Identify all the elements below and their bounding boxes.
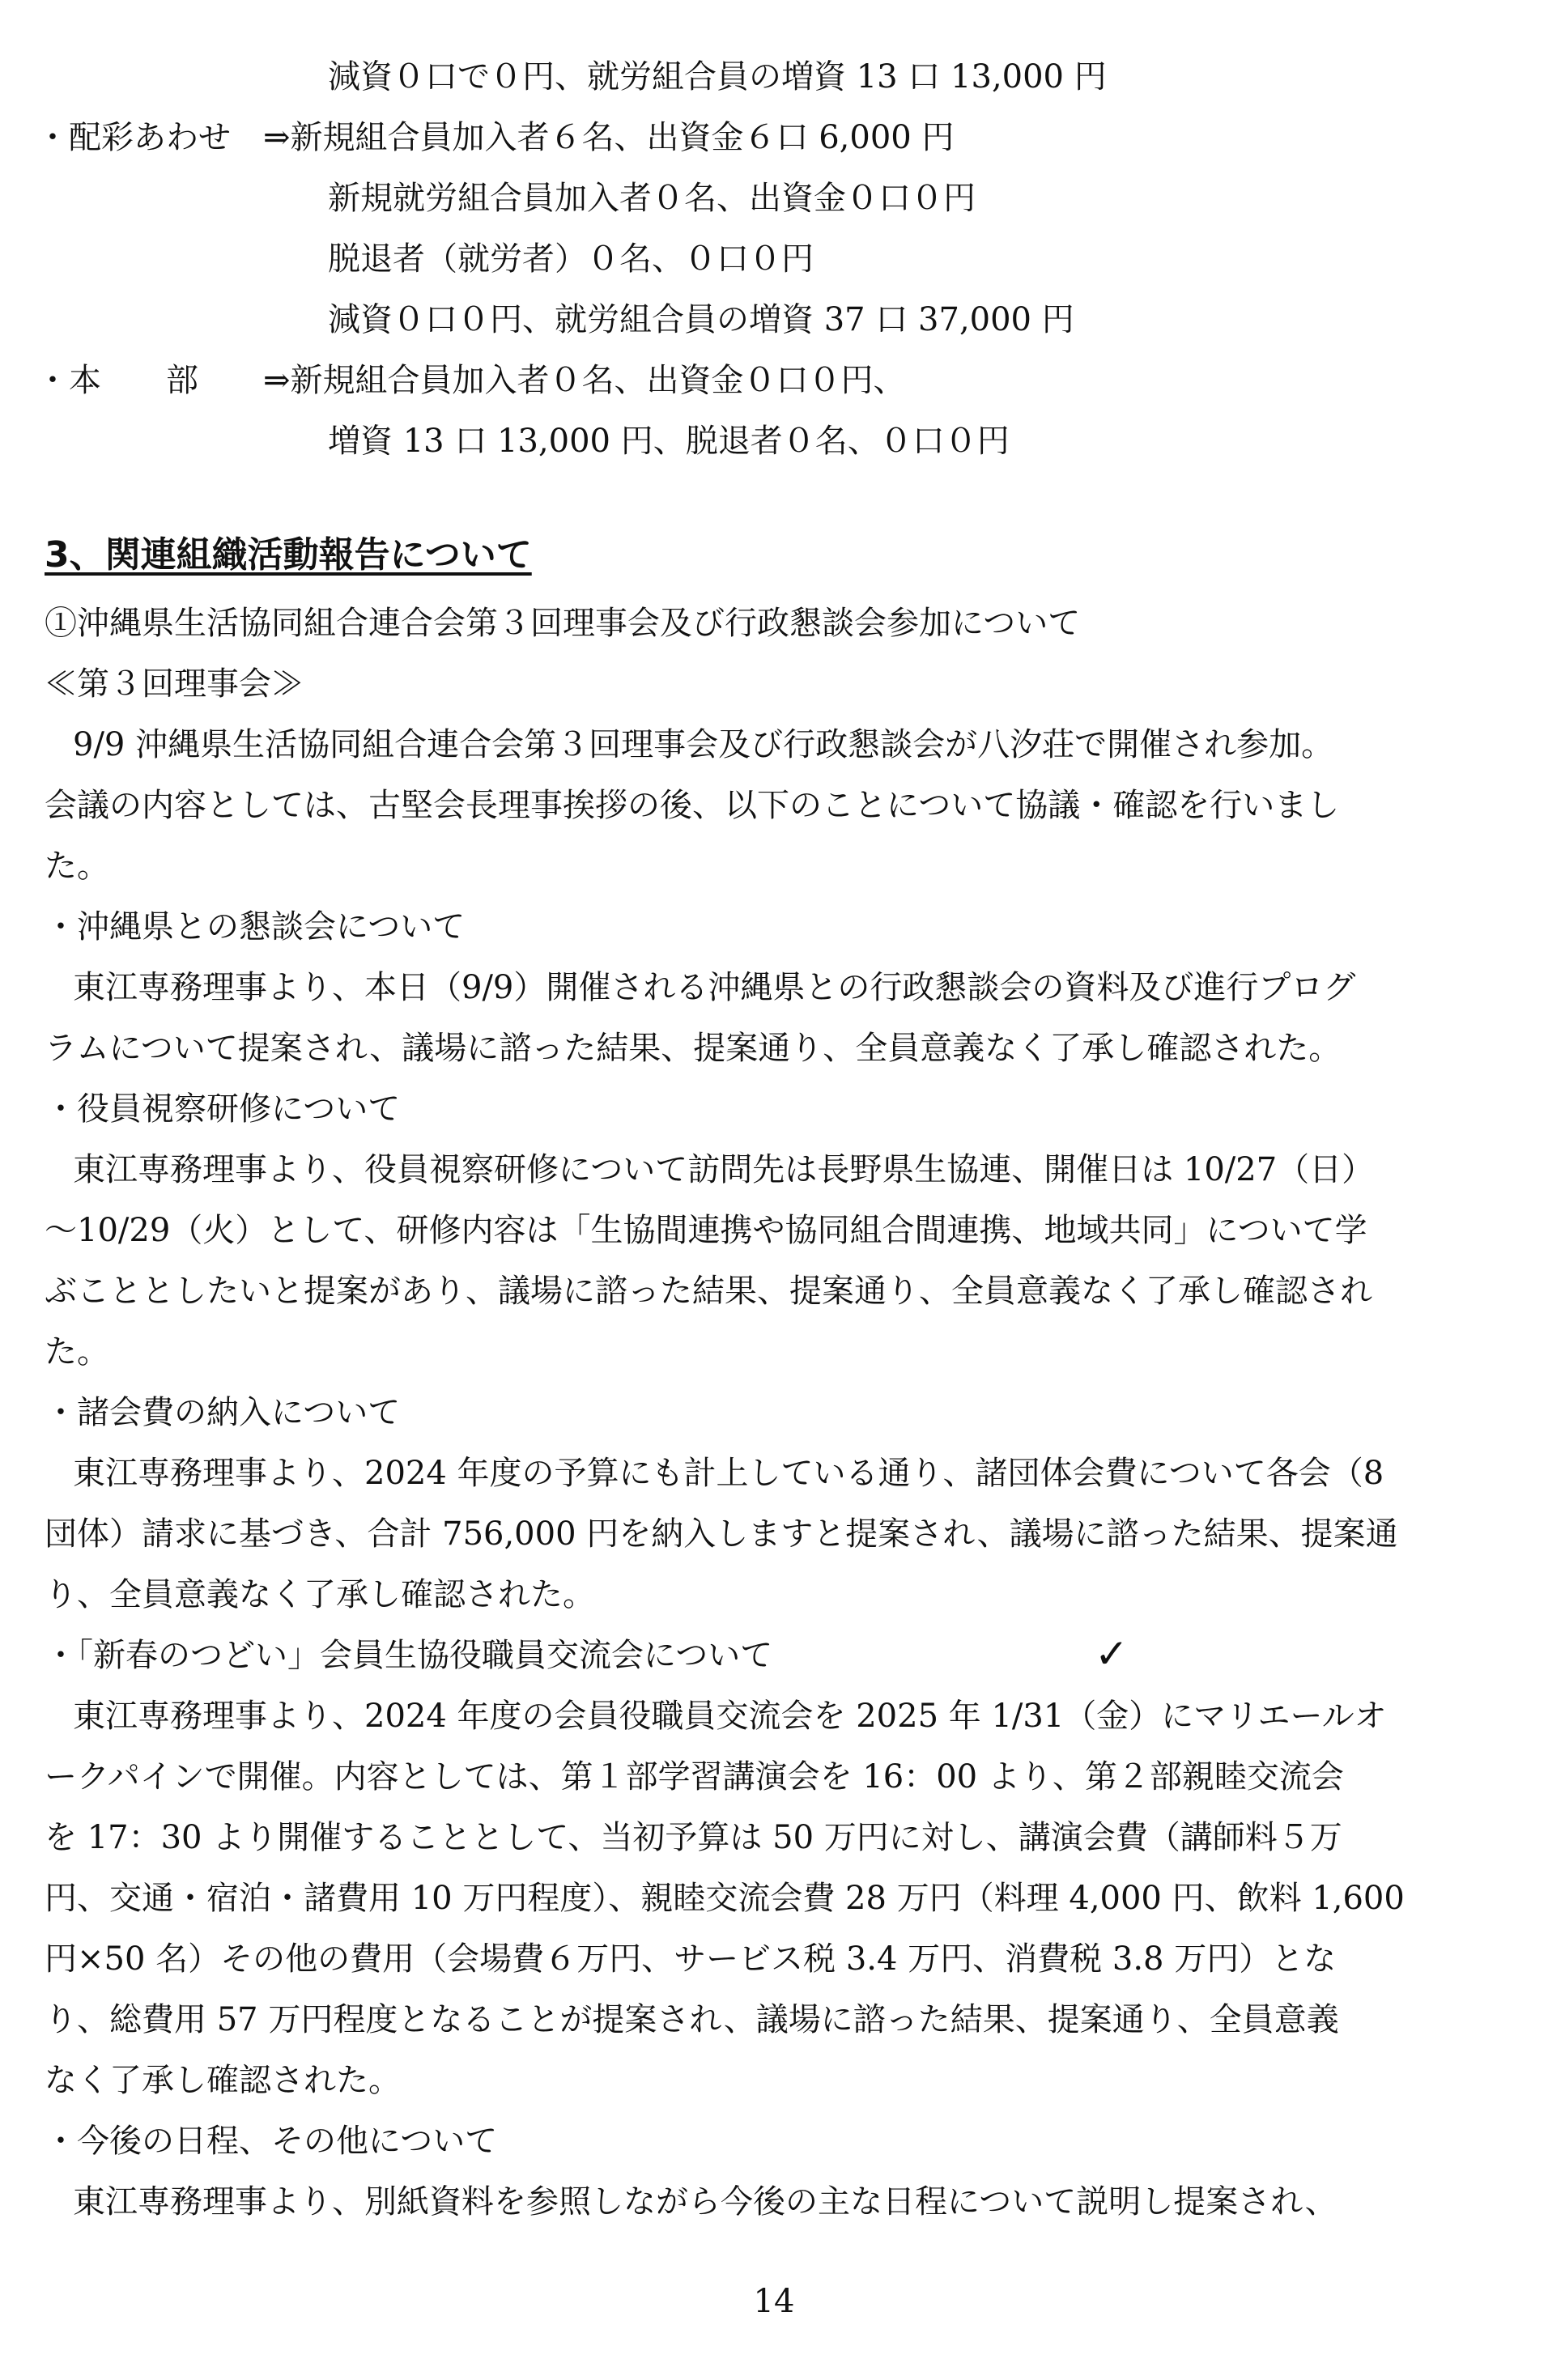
page-number: 14 (753, 2283, 795, 2320)
paragraph-line: 東江専務理事より、役員視察研修について訪問先は長野県生協連、開催日は 10/27（日） (73, 1151, 1375, 1188)
paragraph-line: 9/9 沖縄県生活協同組合連合会第３回理事会及び行政懇談会が八汐荘で開催され参加。 (73, 726, 1334, 763)
paragraph-line: 会議の内容としては、古堅会長理事挨拶の後、以下のことについて協議・確認を行いまし (45, 787, 1340, 824)
checkmark-icon: ✓ (1095, 1630, 1129, 1677)
paragraph-line: ～10/29（火）として、研修内容は「生協間連携や協同組合間連携、地域共同」について学 (45, 1212, 1367, 1249)
membership-line-5: 減資０口０円、就労組合員の増資 37 口 37,000 円 (328, 301, 1074, 338)
paragraph-line: 東江専務理事より、2024 年度の会員役職員交流会を 2025 年 1/31（金）にマリエールオ (73, 1698, 1387, 1735)
membership-line-1: 減資０口で０円、就労組合員の増資 13 口 13,000 円 (328, 58, 1107, 96)
paragraph-line: 円、交通・宿泊・諸費用 10 万円程度）、親睦交流会費 28 万円（料理 4,000 円、飲料 1,600 (45, 1880, 1405, 1917)
membership-line-6: ・本 部 ⇒新規組合員加入者０名、出資金０口０円、 (36, 362, 906, 399)
paragraph-line: 団体）請求に基づき、合計 756,000 円を納入しますと提案され、議場に諮った結果、提案通 (45, 1515, 1398, 1553)
paragraph-line: 東江専務理事より、本日（9/9）開催される沖縄県との行政懇談会の資料及び進行プログ (73, 969, 1356, 1006)
bullet-heading: ・沖縄県との懇談会について (45, 908, 466, 946)
membership-line-7: 増資 13 口 13,000 円、脱退者０名、０口０円 (328, 423, 1010, 460)
bullet-heading: ・諸会費の納入について (45, 1394, 401, 1431)
section-heading: 3、関連組織活動報告について (45, 534, 532, 576)
bullet-heading: ・役員視察研修について (45, 1090, 401, 1128)
paragraph-line: ラムについて提案され、議場に諮った結果、提案通り、全員意義なく了承し確認された。 (45, 1030, 1342, 1067)
bullet-heading: ・今後の日程、その他について (45, 2123, 498, 2160)
paragraph-line: を 17：30 より開催することとして、当初予算は 50 万円に対し、講演会費（講師料５万 (45, 1819, 1342, 1856)
paragraph-line: ークパインで開催。内容としては、第１部学習講演会を 16：00 より、第２部親睦交流会 (45, 1758, 1344, 1796)
paragraph-line: り、全員意義なく了承し確認された。 (45, 1576, 595, 1613)
membership-line-3: 新規就労組合員加入者０名、出資金０口０円 (328, 180, 976, 217)
membership-line-2: ・配彩あわせ ⇒新規組合員加入者６名、出資金６口 6,000 円 (36, 119, 955, 156)
paragraph-line: た。 (45, 1333, 109, 1371)
item-title: ①沖縄県生活協同組合連合会第３回理事会及び行政懇談会参加について (45, 605, 1081, 642)
paragraph-line: た。 (45, 848, 109, 885)
paragraph-line: 東江専務理事より、別紙資料を参照しながら今後の主な日程について説明し提案され、 (73, 2183, 1337, 2221)
subheading: ≪第３回理事会≫ (45, 665, 304, 703)
bullet-heading: ・「新春のつどい」会員生協役職員交流会について (45, 1637, 773, 1674)
membership-line-4: 脱退者（就労者）０名、０口０円 (328, 240, 814, 278)
paragraph-line: 円×50 名）その他の費用（会場費６万円、サービス税 3.4 万円、消費税 3.8 万円）とな (45, 1940, 1337, 1978)
paragraph-line: り、総費用 57 万円程度となることが提案され、議場に諮った結果、提案通り、全員意義 (45, 2001, 1339, 2038)
paragraph-line: なく了承し確認された。 (45, 2062, 401, 2099)
paragraph-line: 東江専務理事より、2024 年度の予算にも計上している通り、諸団体会費について各会（8 (73, 1455, 1384, 1492)
paragraph-line: ぶこととしたいと提案があり、議場に諮った結果、提案通り、全員意義なく了承し確認され (45, 1273, 1372, 1310)
